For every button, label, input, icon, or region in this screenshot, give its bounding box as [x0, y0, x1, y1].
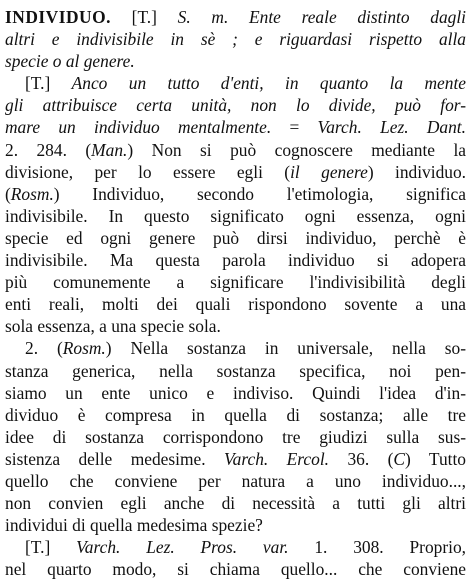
text-line: [T.] Anco un tutto d'enti, in quanto la mente	[25, 73, 466, 94]
text-line: specie o al genere.	[5, 51, 135, 72]
text-line: divisione, per lo essere egli (il genere) individuo.	[5, 161, 466, 182]
text-line: indivisibile. Ma questa parola individuo si adopera	[5, 250, 466, 271]
text-line: mare un individuo mentalmente. = Varch. Lez. Dant.	[5, 117, 466, 138]
text-line: nel quarto modo, si chiama quello... che conviene	[5, 559, 466, 580]
text-line: INDIVIDUO. [T.] S. m. Ente reale distinto dagli	[5, 7, 466, 27]
text-line: dividuo è compresa in quella di sostanza; alle tre	[5, 404, 466, 425]
text-line: enti reali, molti dei quali rispondono sovente a una	[5, 294, 466, 315]
text-line: 2. 284. (Man.) Non si può cognoscere mediante la	[5, 139, 466, 160]
text-line: specie ed ogni genere può dirsi individuo, perchè è	[5, 227, 466, 248]
text-line: gli attribuisce certa unità, non lo divide, può for-	[5, 95, 466, 116]
headword: INDIVIDUO.	[5, 7, 111, 27]
text-line: siamo un ente unico e indiviso. Quindi l'idea d'in-	[5, 382, 466, 403]
text-line: [T.] Varch. Lez. Pros. var. 1. 308. Proprio,	[25, 537, 466, 558]
text-line: più comunemente a significare l'indivisibilità degli	[5, 272, 466, 293]
text-line: individui di quella medesima spezie?	[5, 515, 263, 536]
text-line: non convien egli anche di necessità a tutti gli altri	[5, 493, 466, 514]
text-line: idee di sostanza corrispondono tre giudizi sulla sus-	[5, 426, 466, 447]
text-line: indivisibile. In questo significato ogni essenza, ogni	[5, 205, 466, 226]
dictionary-entry	[5, 6, 466, 580]
text-line: sola essenza, a una specie sola.	[5, 316, 221, 337]
text-line: stanza generica, nella sostanza specifica, noi pen-	[5, 360, 466, 381]
text-line: (Rosm.) Individuo, secondo l'etimologia, significa	[5, 183, 466, 204]
text-line: sistenza delle medesime. Varch. Ercol. 36. (C) Tutto	[5, 448, 466, 469]
text-line: quello che conviene per natura a uno individuo...,	[5, 470, 466, 491]
text-line: altri e indivisibile in sè ; e riguardasi rispetto alla	[5, 29, 466, 50]
text-line: 2. (Rosm.) Nella sostanza in universale, nella so-	[25, 338, 466, 359]
